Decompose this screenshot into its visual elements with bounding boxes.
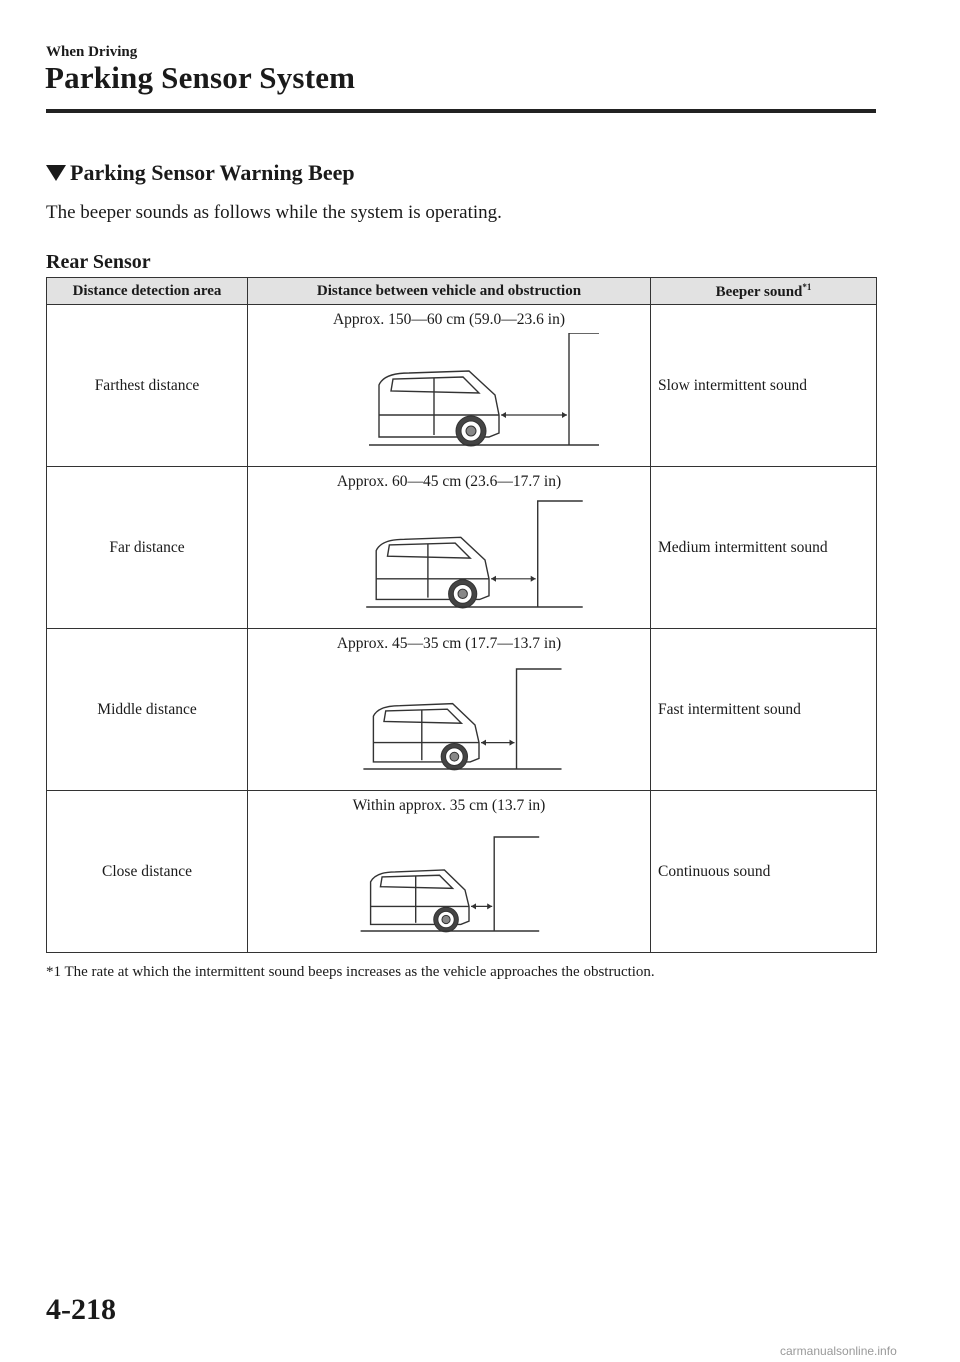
area-cell: Farthest distance xyxy=(47,305,248,467)
distance-text: Approx. 150—60 cm (59.0—23.6 in) xyxy=(332,311,566,328)
obstruction-wall xyxy=(494,837,539,931)
table-row xyxy=(47,467,877,629)
table-row xyxy=(47,629,877,791)
sound-cell: Medium intermittent sound xyxy=(651,467,877,629)
distance-arrow-icon xyxy=(491,576,536,582)
area-cell: Middle distance xyxy=(47,629,248,791)
area-cell: Close distance xyxy=(47,791,248,953)
table-header-row xyxy=(47,278,877,305)
footnote: *1 The rate at which the intermittent sound beeps increases as the vehicle approaches the obstruction. xyxy=(46,964,655,980)
sensor-table xyxy=(46,277,877,953)
area-cell: Far distance xyxy=(47,467,248,629)
vehicle-obstruction-diagram xyxy=(299,333,599,458)
vehicle-obstruction-diagram xyxy=(299,819,599,944)
distance-arrow-icon xyxy=(471,903,492,909)
wheel-icon xyxy=(456,416,486,446)
title-rule xyxy=(46,109,876,113)
intro-text: The beeper sounds as follows while the system is operating. xyxy=(46,202,502,223)
distance-cell xyxy=(248,629,651,791)
wheel-icon xyxy=(449,580,477,608)
sound-cell: Continuous sound xyxy=(651,791,877,953)
obstruction-wall xyxy=(569,333,599,445)
section-label: When Driving xyxy=(46,44,138,60)
distance-text: Approx. 60—45 cm (23.6—17.7 in) xyxy=(336,473,562,490)
wheel-icon xyxy=(434,907,459,932)
table-row xyxy=(47,305,877,467)
vehicle-obstruction-diagram xyxy=(299,495,599,620)
distance-cell xyxy=(248,791,651,953)
sub-heading xyxy=(46,160,355,186)
page-number: 4-218 xyxy=(46,1293,116,1326)
header-distance: Distance between vehicle and obstruction xyxy=(248,278,651,305)
header-sound xyxy=(651,278,877,305)
sound-cell: Slow intermittent sound xyxy=(651,305,877,467)
distance-text: Within approx. 35 cm (13.7 in) xyxy=(352,797,546,814)
triangle-down-icon xyxy=(46,165,66,181)
header-sound-label: Beeper sound xyxy=(715,283,803,300)
vehicle-obstruction-diagram xyxy=(299,657,599,782)
obstruction-wall xyxy=(538,501,583,607)
sub-heading-text: Parking Sensor Warning Beep xyxy=(70,160,355,185)
watermark: carmanualsonline.info xyxy=(780,1344,897,1358)
page-title: Parking Sensor System xyxy=(45,60,356,95)
distance-arrow-icon xyxy=(481,740,515,746)
distance-cell xyxy=(248,467,651,629)
distance-text: Approx. 45—35 cm (17.7—13.7 in) xyxy=(336,635,562,652)
distance-arrow-icon xyxy=(501,412,567,418)
table-row xyxy=(47,791,877,953)
footnote-ref: *1 xyxy=(802,281,812,292)
obstruction-wall xyxy=(517,669,562,769)
distance-cell xyxy=(248,305,651,467)
rear-sensor-heading: Rear Sensor xyxy=(46,251,151,273)
header-area: Distance detection area xyxy=(47,278,248,305)
wheel-icon xyxy=(441,743,467,769)
sound-cell: Fast intermittent sound xyxy=(651,629,877,791)
